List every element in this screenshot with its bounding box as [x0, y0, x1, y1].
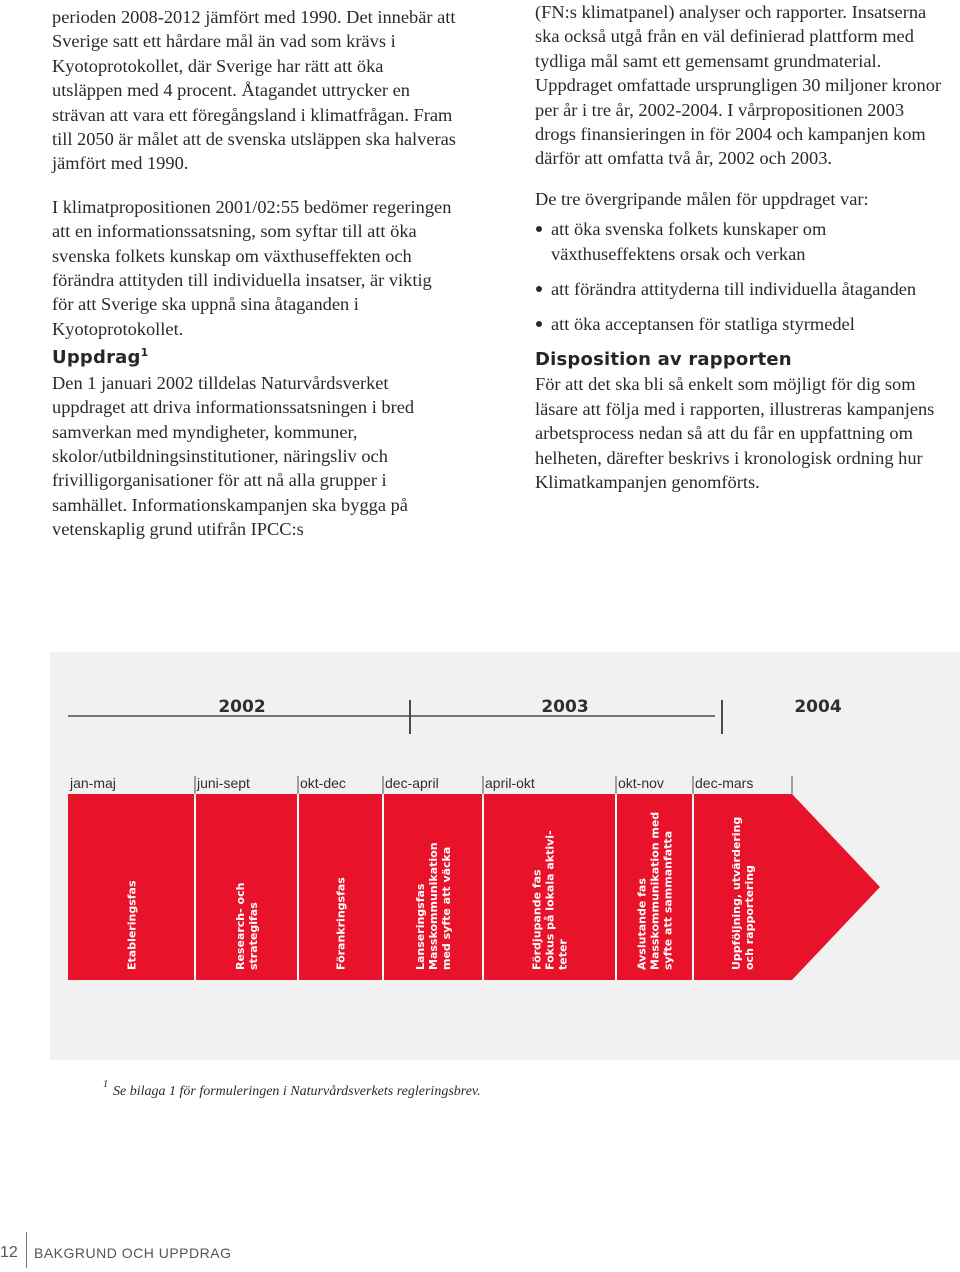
timeline-arrow [68, 794, 880, 980]
page-number: 12 [0, 1244, 18, 1261]
timeline-graphic [50, 652, 960, 1060]
goals-list [535, 217, 945, 337]
footnote-marker: 1 [140, 346, 149, 360]
page-footer [0, 1232, 400, 1272]
phase-label: syfte att sammanfatta [661, 830, 675, 970]
goals-intro: De tre övergripande målen för uppdraget var: [535, 188, 869, 209]
section-heading-uppdrag [52, 341, 457, 370]
section-heading-disposition: Disposition av rapporten [535, 348, 792, 370]
left-column [52, 5, 457, 542]
footnote [103, 1079, 703, 1100]
phase-label: Lanseringsfas [414, 883, 427, 970]
footnote-number: 1 [103, 1079, 108, 1090]
goal-item: att förändra attityderna till individuella åtaganden [535, 277, 945, 301]
period-label: april-okt [485, 775, 535, 791]
body-paragraph: perioden 2008-2012 jämfört med 1990. Det innebär att Sverige satt ett hårdare mål än vad som krävs i Kyotoprotokollet, där Sverige har rätt att öka utsläppen med 4 procent. Åtagandet uttrycker en strävan att vara ett föregångsland i klimatfrågan. Fram till 2050 är målet att de svenska utsläppen ska halveras jämfört med 1990. [52, 7, 456, 174]
phase-label: Masskommunikation [427, 842, 440, 970]
phase-label: teter [556, 939, 570, 970]
year-label: 2004 [794, 697, 842, 717]
year-label: 2002 [218, 697, 266, 717]
period-label: okt-dec [300, 775, 346, 791]
period-label: dec-april [385, 775, 439, 791]
phase-label: Fördjupande fas [530, 869, 544, 970]
period-label: okt-nov [618, 775, 664, 791]
year-label: 2003 [541, 697, 589, 717]
section-title: BAKGRUND OCH UPPDRAG [34, 1245, 232, 1261]
body-paragraph: För att det ska bli så enkelt som möjligt för dig som läsare att följa med i rapporten, illustreras kampanjens arbetsprocess nedan så att du får en uppfattning om helheten, därefter beskrivs i kronologisk ordning hur Klimatkampanjen genomförts. [535, 374, 935, 492]
phase-label: Masskommunikation med [648, 811, 662, 970]
phase-label: Uppföljning, utvärdering [730, 816, 743, 970]
phase-label: Etableringsfas [125, 880, 139, 970]
period-label: jan-maj [70, 775, 116, 791]
body-paragraph: (FN:s klimatpanel) analyser och rapporter. Insatserna ska också utgå från en väl definierad plattform med tydliga mål samt ett gemensamt grundmaterial. Uppdraget omfattade ursprungligen 30 miljoner kronor per år i tre år, 2002-2004. I vårpropositionen 2003 drogs finansieringen in för 2004 och kampanjen kom därför att omfatta två år, 2002 och 2003. [535, 2, 942, 169]
phase-label: Förankringsfas [334, 877, 348, 970]
phase-label: strategifas [247, 902, 260, 970]
phase-label: Avslutande fas [635, 878, 649, 970]
period-label: dec-mars [695, 775, 754, 791]
period-label: juni-sept [197, 775, 250, 791]
phase-label: och rapportering [743, 865, 756, 970]
goal-item: att öka acceptansen för statliga styrmedel [535, 312, 945, 336]
phase-label: Research- och [234, 882, 247, 970]
footnote-text: Se bilaga 1 för formuleringen i Naturvårdsverkets regleringsbrev. [113, 1084, 481, 1099]
goal-item: att öka svenska folkets kunskaper om växthuseffektens orsak och verkan [535, 217, 945, 266]
footer-divider [26, 1232, 27, 1268]
body-paragraph: Den 1 januari 2002 tilldelas Naturvårdsverket uppdraget att driva informationssatsningen i bred samverkan med myndigheter, kommuner, skolor/utbildningsinstitutioner, näringsliv och frivilligorganisationer för att nå alla grupper i samhället. Informationskampanjen ska bygga på vetenskaplig grund utifrån IPCC:s [52, 372, 415, 540]
phase-label: med syfte att väcka [440, 846, 453, 970]
right-column [535, 0, 945, 494]
body-paragraph: I klimatpropositionen 2001/02:55 bedömer regeringen att en informationssatsning, som syftar till att öka svenska folkets kunskap om växthuseffekten och förändra attityden till individuella insatser, är viktig för att Sverige ska uppnå sina åtaganden i Kyotoprotokollet. [52, 196, 452, 339]
heading-text: Uppdrag [52, 347, 141, 369]
phase-label: Fokus på lokala aktivi- [543, 830, 557, 970]
campaign-timeline [50, 652, 960, 1060]
